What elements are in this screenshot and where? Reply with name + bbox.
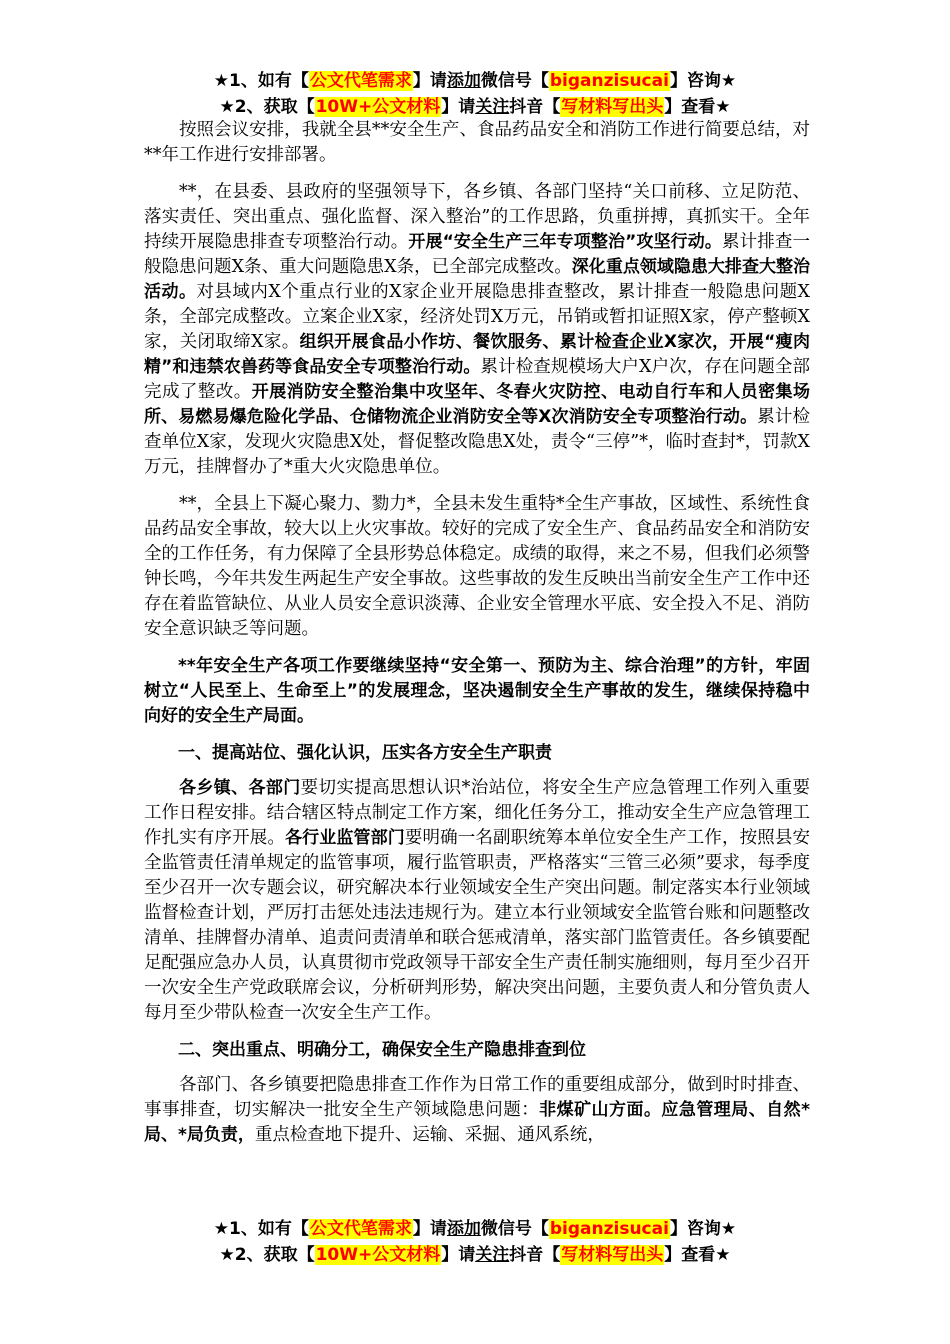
banner-line-2 [0, 1242, 950, 1268]
paragraph-summary [144, 180, 810, 480]
bold-run: 开展消防安全整治集中攻坚年、冬春火灾防控、电动自行车和人员密集场所、易燃易爆危险化学品、仓储物流企业消防安全等X次消防安全专项整治行动。 [144, 382, 811, 427]
banner-line-1 [0, 1216, 950, 1242]
bold-run: 深化重点领域隐患大排查大整治活动。 [144, 257, 810, 302]
banner-text: 】咨询★ [669, 1219, 737, 1239]
banner-highlight: 公文代笔需求 [309, 1219, 412, 1239]
banner-line-2 [0, 94, 950, 120]
banner-text: ★1、如有【 [213, 71, 309, 91]
text-run: 各部门、各乡镇要把隐患排查工作作为日常工作的重要组成部分，做到时时排查、事事排查，切实解决一批安全生产领域隐患问题： [144, 1075, 810, 1120]
bold-run: 开展“安全生产三年专项整治”攻坚行动。 [408, 232, 723, 252]
bold-run: 各乡镇、各部门 [179, 778, 301, 798]
text-run: 累计检查规模场大户X户次，存在问题全部完成了整改。 [144, 357, 810, 402]
banner-text: 】请 [412, 71, 447, 91]
bottom-banner [0, 1216, 950, 1268]
bold-run: 各行业监管部门 [284, 828, 405, 848]
paragraph-policy: **年安全生产各项工作要继续坚持“安全第一、预防为主、综合治理”的方针，牢固树立“人民至上、生命至上”的发展理念，坚决遏制安全生产事故的发生，继续保持稳中向好的安全生产局面。 [144, 656, 810, 726]
text-run: 要明确一名副职统筹本单位安全生产工作，按照县安全监管责任清单规定的监管事项，履行监管职责，严格落实“三管三必须”要求，每季度至少召开一次专题会议，研究解决本行业领域安全生产突出问题。制定落实本行业领域监督检查计划，严厉打击惩处违法违规行为。建立本行业领域安全监管台账和问题整改清单、挂牌督办清单、追责问责清单和联合惩戒清单，落实部门监管责任。各乡镇要配足配强应急办人员，认真贯彻市党政领导干部安全生产责任制实施细则，每月至少召开一次安全生产党政联席会议，分析研判形势，解决突出问题，主要负责人和分管负责人每月至少带队检查一次安全生产工作。 [144, 828, 811, 1023]
banner-highlight: 写材料写出头 [561, 1245, 664, 1265]
banner-text: 】查看★ [664, 97, 731, 117]
banner-text: 】请 [441, 1245, 476, 1265]
banner-text: 】查看★ [664, 1245, 731, 1265]
banner-underline: 关注 [475, 1245, 510, 1265]
banner-text: 抖音【 [509, 1245, 561, 1265]
section-heading-1: 一、提高站位、强化认识，压实各方安全生产职责 [178, 743, 552, 763]
banner-highlight: 写材料写出头 [561, 97, 664, 117]
banner-highlight: 10W+公文材料 [315, 97, 441, 117]
text-run: 要切实提高思想认识*治站位，将安全生产应急管理工作列入重要工作日程安排。结合辖区特点制定工作方案，细化任务分工，推动安全生产应急管理工作扎实有序开展。 [144, 778, 811, 848]
text-run: 累计检查单位X家，发现火灾隐患X处，督促整改隐患X处，责令“三停”*，临时查封*，罚款X万元，挂牌督办了*重大火灾隐患单位。 [144, 407, 811, 477]
banner-text: 微信号【 [480, 71, 549, 91]
banner-highlight: biganzisucai [549, 1219, 669, 1239]
paragraph-inspection [144, 1073, 810, 1148]
banner-line-1 [0, 68, 950, 94]
banner-text: 】请 [441, 97, 476, 117]
bold-run: 组织开展食品小作坊、餐饮服务、累计检查企业X家次，开展“瘦肉精”和违禁农兽药等食品安全专项整治行动。 [144, 332, 810, 377]
banner-highlight: 公文代笔需求 [309, 71, 412, 91]
banner-text: 】请 [412, 1219, 447, 1239]
banner-text: 微信号【 [480, 1219, 549, 1239]
paragraph-responsibility [144, 776, 810, 1026]
banner-text: 抖音【 [509, 97, 561, 117]
banner-highlight: 10W+公文材料 [315, 1245, 441, 1265]
banner-highlight: biganzisucai [549, 71, 669, 91]
top-banner [0, 68, 950, 120]
banner-underline: 添加 [446, 1219, 481, 1239]
text-run: 重点检查地下提升、运输、采掘、通风系统， [254, 1125, 605, 1145]
text-run: 对县域内X个重点行业的X家企业开展隐患排查整改，累计排查一般隐患问题X条，全部完成整改。立案企业X家，经济处罚X万元，吊销或暂扣证照X家，停产整顿X家，关闭取缔X家。 [144, 282, 811, 352]
bold-run: 非煤矿山方面。应急管理局、自然*局、*局负责， [144, 1100, 810, 1145]
text-run: 累计排查一般隐患问题X条、重大问题隐患X条，已全部完成整改。 [144, 232, 811, 277]
banner-underline: 关注 [475, 97, 510, 117]
paragraph-intro: 按照会议安排，我就全县**安全生产、食品药品安全和消防工作进行简要总结，对**年工作进行安排部署。 [144, 120, 810, 165]
paragraph-results: **，全县上下凝心聚力、勠力*，全县未发生重特*全生产事故，区域性、系统性食品药品安全事故，较大以上火灾事故。较好的完成了安全生产、食品药品安全和消防安全的工作任务，有力保障了全县形势总体稳定。成绩的取得，来之不易，但我们必须警钟长鸣，今年共发生两起生产安全事故。这些事故的发生反映出当前安全生产工作中还存在着监管缺位、从业人员安全意识淡薄、企业安全管理水平底、安全投入不足、消防安全意识缺乏等问题。 [144, 494, 810, 639]
banner-text: ★2、获取【 [219, 1245, 315, 1265]
document-body [144, 118, 810, 1160]
banner-text: ★1、如有【 [213, 1219, 309, 1239]
banner-text: 】咨询★ [669, 71, 737, 91]
banner-underline: 添加 [446, 71, 481, 91]
section-heading-2: 二、突出重点、明确分工，确保安全生产隐患排查到位 [178, 1040, 586, 1060]
banner-text: ★2、获取【 [219, 97, 315, 117]
text-run: **，在县委、县政府的坚强领导下，各乡镇、各部门坚持“关口前移、立足防范、落实责任、突出重点、强化监督、深入整治”的工作思路，负重拼搏，真抓实干。全年持续开展隐患排查专项整治行动。 [144, 182, 810, 252]
